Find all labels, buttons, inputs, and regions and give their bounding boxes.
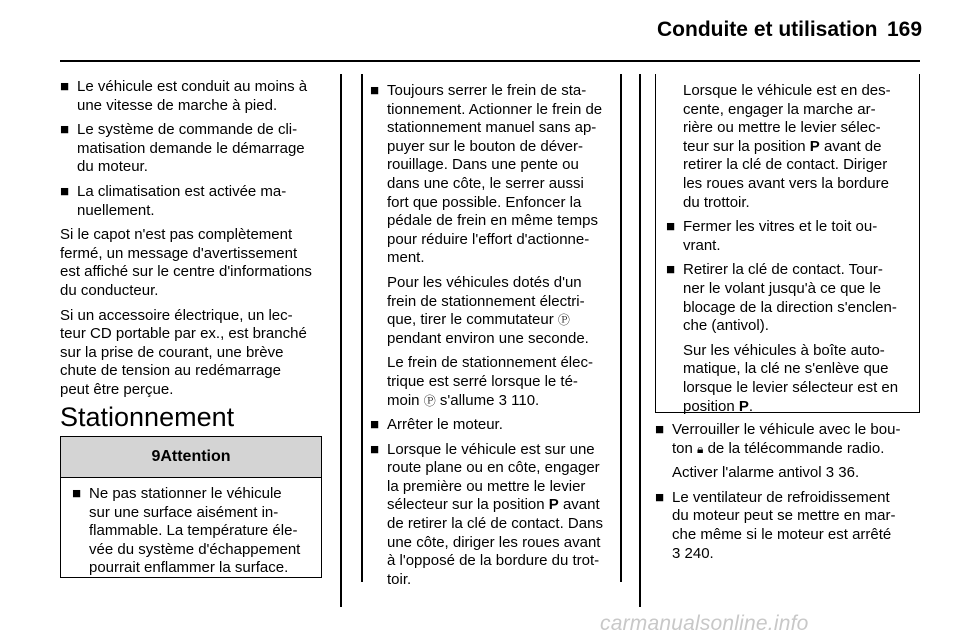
list-item: ■ Le véhicule est conduit au moins à une vitesse de marche à pied.: [60, 78, 308, 114]
column-1: [60, 78, 325, 406]
section-heading: Stationnement: [60, 402, 235, 432]
watermark: carmanualsonline.info: [600, 612, 809, 635]
page-reference: 240.: [684, 544, 714, 562]
warning-icon: 9: [151, 448, 161, 465]
paragraph: Si le capot n'est pas complètement fermé, un message d'avertissement est affiché sur le centre d'informations du conducteur.: [60, 226, 312, 299]
sub-paragraph: Sur les véhicules à boîte auto- matique, la clé ne s'enlève que lorsque le levier sélecteur est en position P.: [683, 341, 899, 415]
list-item: ■ Ne pas stationner le véhicule sur une surface aisément in- flammable. La température éle- vée du système d'échappement pourrait enflammer la surface.: [72, 485, 301, 577]
bullet-icon: ■: [60, 78, 70, 95]
list-item: ■ Le système de commande de cli- matisation demande le démarrage du moteur.: [60, 121, 305, 176]
attention-header: [61, 437, 321, 478]
sub-paragraph: Pour les véhicules dotés d'un frein de stationnement électri- que, tirer le commutateur Ⓟ pendant environ une seconde.: [387, 273, 589, 347]
parking-brake-icon: Ⓟ: [423, 393, 436, 408]
sub-paragraph: Lorsque le véhicule est en des- cente, engager la marche ar- rière ou mettre le levier sélec- teur sur la position P avant de retirer la clé de contact. Diriger les roues avant vers la bordure du trottoir.: [683, 82, 891, 211]
attention-box: [60, 436, 322, 578]
page-title: Conduite et utilisation: [657, 18, 878, 41]
bullet-icon: ■: [72, 485, 82, 502]
bullet-icon: ■: [666, 261, 676, 279]
bullet-icon: ■: [666, 218, 676, 236]
page-reference-icon: 3: [672, 544, 681, 562]
column-divider: [639, 74, 641, 607]
list-item: ■ Lorsque le véhicule est sur une route plane ou en côte, engager la première ou mettre le levier sélecteur sur la position P avant de retirer la clé de contact. Dans une côte, diriger les roues avant à l'opposé de la bordure du trot- toir.: [370, 440, 603, 588]
paragraph: Si un accessoire électrique, un lec- teur CD portable par ex., est branché sur la prise de courant, une brève chute de tension au redémarrage peut être perçue.: [60, 306, 307, 398]
column-3-box-content: [666, 82, 916, 422]
page-reference: 110.: [511, 391, 540, 409]
sub-paragraph: Le frein de stationnement élec- trique est serré lorsque le té- moin Ⓟ s'allume 3 110.: [387, 354, 593, 409]
section-bar-right: [620, 74, 622, 582]
list-item: ■ Arrêter le moteur.: [370, 416, 503, 434]
gear-position: P: [738, 397, 749, 415]
attention-body: [72, 485, 318, 578]
list-item: ■ Le ventilateur de refroidissement du moteur peut se mettre en mar- che même si le moteur est arrêté 3 240.: [655, 488, 896, 562]
parking-brake-icon: Ⓟ: [557, 313, 570, 328]
page-reference-icon: 3: [498, 391, 507, 409]
bullet-icon: ■: [655, 421, 665, 438]
bullet-icon: ■: [370, 82, 380, 99]
list-item: ■ La climatisation est activée ma- nuellement.: [60, 182, 287, 219]
bullet-icon: ■: [60, 182, 70, 200]
page-reference-icon: 3: [825, 464, 835, 482]
attention-title: Attention: [160, 448, 231, 465]
column-divider: [340, 74, 342, 607]
bullet-icon: ■: [60, 121, 70, 139]
bullet-icon: ■: [370, 416, 380, 434]
column-2: [370, 82, 618, 595]
list-item: ■ Verrouiller le véhicule avec le bou- ton 🔒︎ de la télécommande radio.: [655, 421, 901, 457]
column-3-lower: [655, 421, 920, 569]
bullet-icon: ■: [655, 488, 665, 506]
page-number: 169: [887, 18, 923, 41]
list-item: ■ Fermer les vitres et le toit ou- vrant.: [666, 218, 878, 254]
gear-position: P: [809, 137, 820, 155]
page-reference: 36.: [838, 464, 860, 482]
section-bar-left: [361, 74, 363, 582]
list-item: ■ Retirer la clé de contact. Tour- ner le volant jusqu'à ce que le blocage de la direction s'enclen- che (antivol).: [666, 261, 897, 335]
sub-paragraph: Activer l'alarme antivol 3 36.: [672, 464, 860, 482]
lock-icon: 🔒︎: [697, 441, 704, 456]
list-item: ■ Toujours serrer le frein de sta- tionnement. Actionner le frein de stationnement manuel sans ap- puyer sur le bouton de déver- rouillage. Dans une pente ou dans une côte, le serrer aussi fort que possible. Enfoncer la pédale de frein en même temps pour réduire l'effort d'actionne- ment.: [370, 82, 603, 267]
gear-position: P: [548, 496, 559, 514]
header-rule: [60, 60, 920, 62]
bullet-icon: ■: [370, 440, 380, 458]
